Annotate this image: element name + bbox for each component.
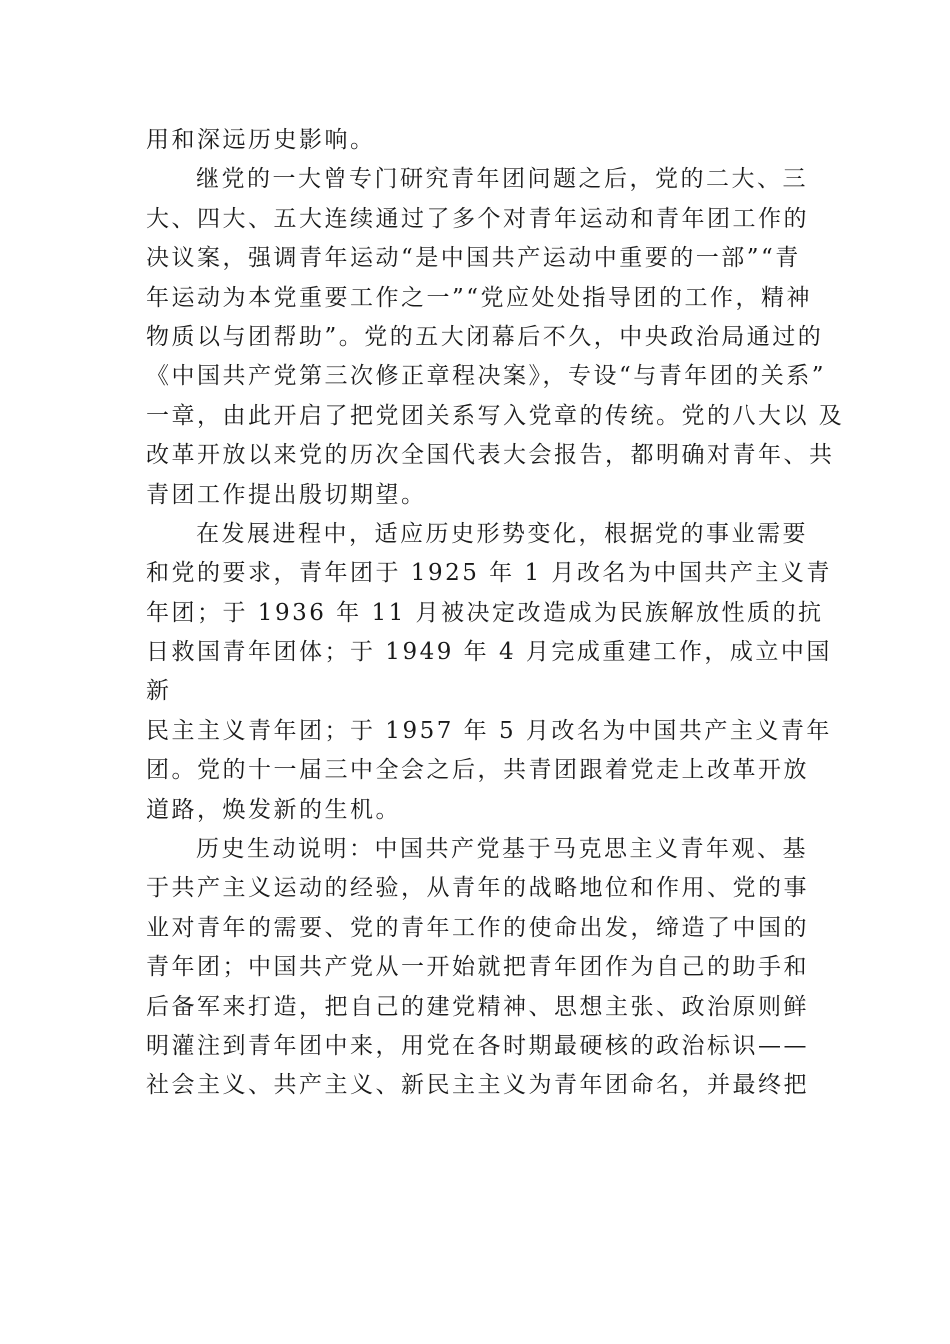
text-line: 团。党的十一届三中全会之后，共青团跟着党走上改革开放 [146,757,809,784]
text-line: 年运动为本党重要工作之一”“党应处处指导团的工作，精神 [146,284,813,311]
text-line: 一章，由此开启了把党团关系写入党章的传统。党的八大以 及 [146,402,845,429]
text-line: 日救国青年团体；于 1949 年 4 月完成重建工作，成立中国 [146,639,832,666]
text-line: 青年团；中国共产党从一开始就把青年团作为自己的助手和 [146,954,809,981]
text-line: 《中国共产党第三次修正章程决案》，专设“与青年团的关系” [146,363,827,390]
text-line: 大、四大、五大连续通过了多个对青年运动和青年团工作的 [146,205,809,232]
text-line: 青团工作提出殷切期望。 [146,481,427,508]
text-line: 改革开放以来党的历次全国代表大会报告，都明确对青年、共 [146,442,835,469]
text-line: 年团；于 1936 年 11 月被决定改造成为民族解放性质的抗 [146,599,824,626]
text-line: 和党的要求，青年团于 1925 年 1 月改名为中国共产主义青 [146,560,832,587]
text-line: 用和深远历史影响。 [146,127,376,153]
text-line: 于共产主义运动的经验，从青年的战略地位和作用、党的事 [146,875,809,902]
text-line: 民主主义青年团；于 1957 年 5 月改名为中国共产主义青年 [146,717,832,744]
text-line: 后备军来打造，把自己的建党精神、思想主张、政治原则鲜 [146,993,809,1020]
text-line: 物质以与团帮助”。党的五大闭幕后不久，中央政治局通过的 [146,323,824,350]
text-line: 社会主义、共产主义、新民主主义为青年团命名，并最终把 [146,1072,809,1099]
paragraph-first-line: 继党的一大曾专门研究青年团问题之后，党的二大、三 [196,166,808,193]
text-line: 决议案，强调青年运动“是中国共产运动中重要的一部”“青 [146,245,801,272]
paragraph-first-line: 在发展进程中，适应历史形势变化，根据党的事业需要 [196,520,808,547]
text-line: 明灌注到青年团中来，用党在各时期最硬核的政治标识—— [146,1032,809,1059]
body-text [146,121,846,1106]
paragraph-first-line: 历史生动说明：中国共产党基于马克思主义青年观、基 [196,836,808,863]
text-line: 道路，焕发新的生机。 [146,796,401,823]
text-line: 业对青年的需要、党的青年工作的使命出发，缔造了中国的 [146,914,809,941]
text-line: 新 [146,678,172,705]
